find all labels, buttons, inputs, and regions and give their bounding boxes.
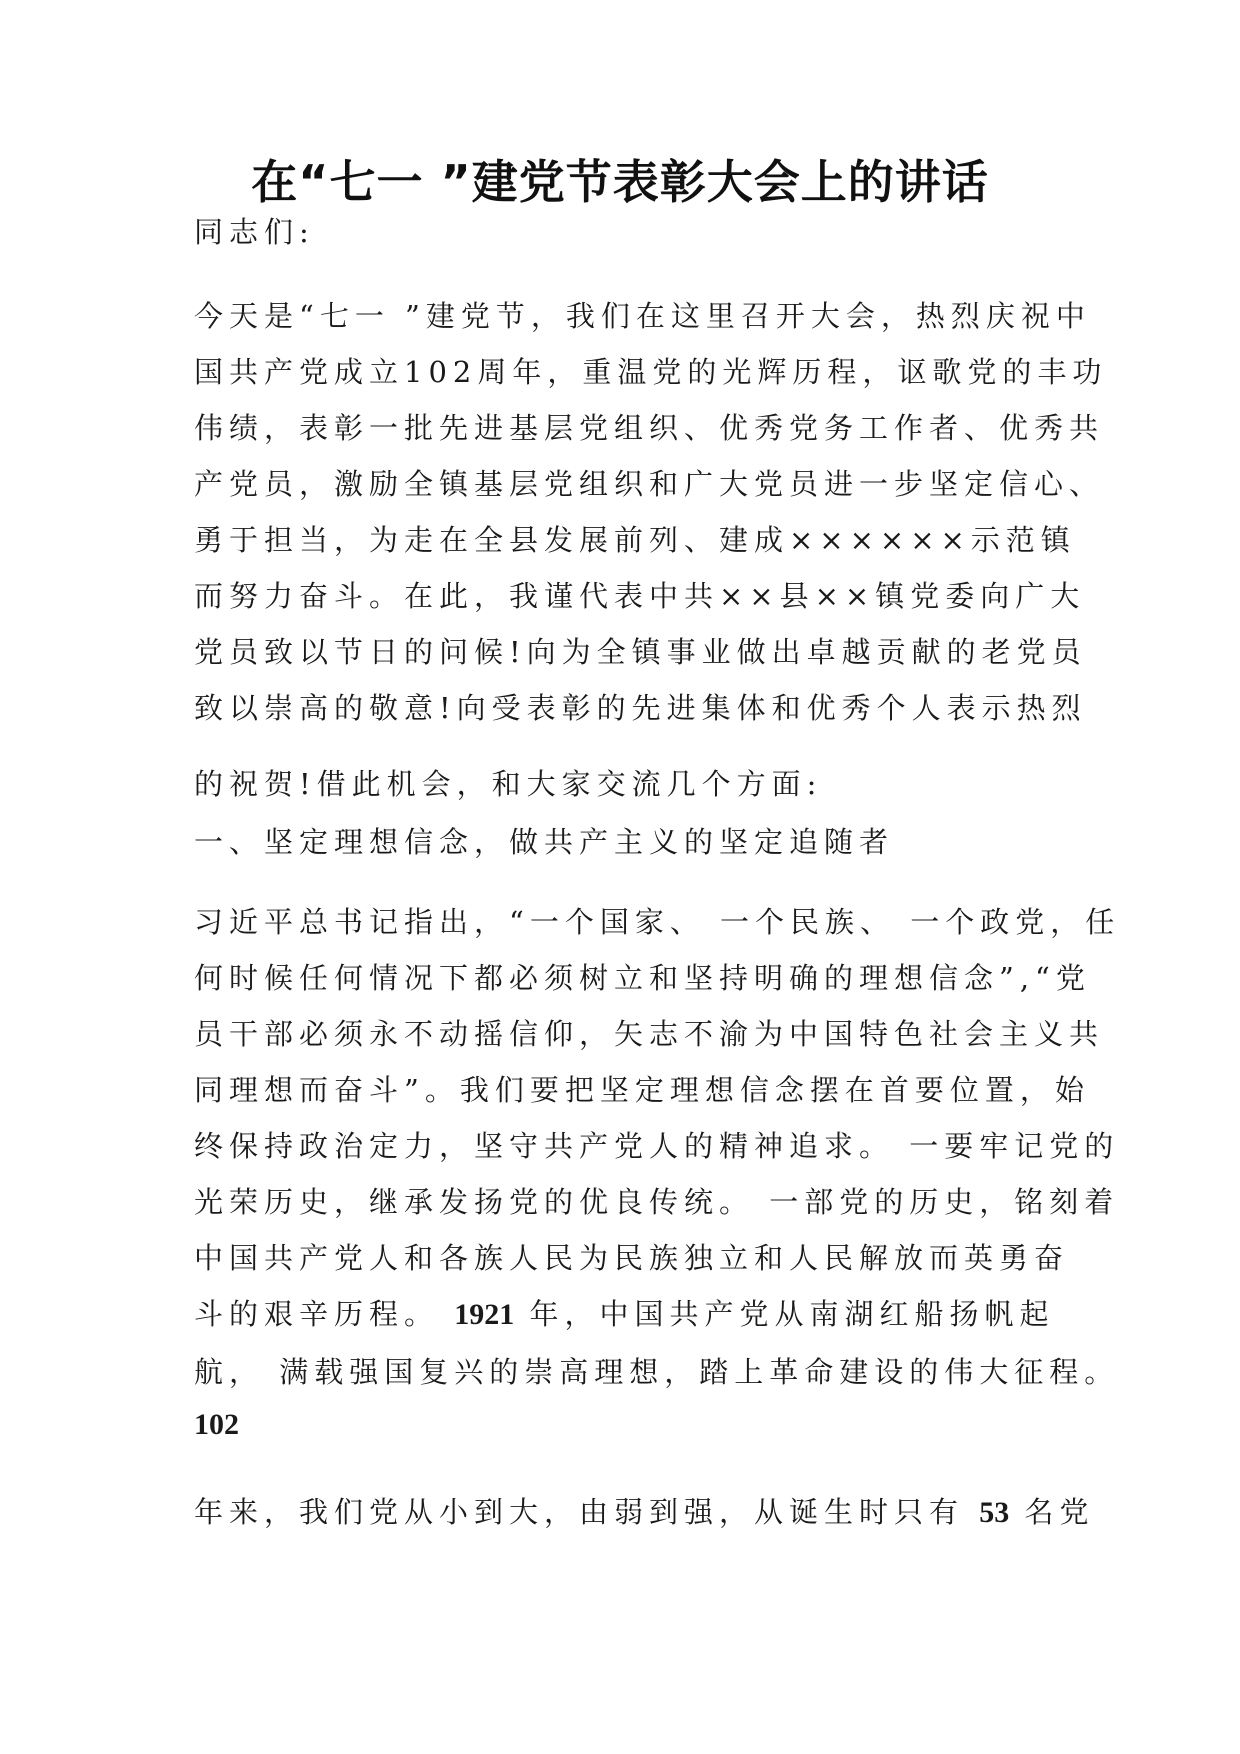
paragraph-line [194,1294,1054,1335]
paragraph-line: 而努力奋斗。在此，我谨代表中共××县××镇党委向广大 [194,579,1086,613]
year-number: 1921 [454,1298,515,1331]
paragraph-line: 致以崇高的敬意!向受表彰的先进集体和优秀个人表示热烈 [194,691,1087,725]
paragraph-line: 勇于担当，为走在全县发展前列、建成××××××示范镇 [194,523,1076,557]
paragraph-line: 中国共产党人和各族人民为民族独立和人民解放而英勇奋 [194,1241,1070,1275]
section-heading: 一、坚定理想信念，做共产主义的坚定追随者 [194,825,895,859]
paragraph-line [194,1404,239,1445]
paragraph-line: 终保持政治定力，坚守共产党人的精神追求。 一要牢记党的 [194,1129,1120,1163]
paragraph-line: 的祝贺!借此机会，和大家交流几个方面: [194,767,823,801]
paragraph-line: 产党员，激励全镇基层党组织和广大党员进一步坚定信心、 [194,467,1105,501]
paragraph-line: 党员致以节日的问候!向为全镇事业做出卓越贡献的老党员 [194,635,1087,669]
paragraph-line: 何时候任何情况下都必须树立和坚持明确的理想信念”,“党 [194,961,1091,995]
paragraph-line: 航， 满载强国复兴的崇高理想，踏上革命建设的伟大征程。 [194,1355,1120,1389]
paragraph-line: 习近平总书记指出，“一个国家、 一个民族、 一个政党，任 [194,905,1121,939]
line-text: 年，中国共产党从南湖红船扬帆起 [529,1297,1055,1331]
line-text: 名党 [1024,1495,1095,1529]
paragraph-line [194,1492,1094,1533]
member-count: 53 [979,1496,1010,1529]
paragraph-line: 伟绩，表彰一批先进基层党组织、优秀党务工作者、优秀共 [194,411,1105,445]
paragraph-line: 光荣历史，继承发扬党的优良传统。 一部党的历史，铭刻着 [194,1185,1120,1219]
paragraph-line: 今天是“七一 ”建党节，我们在这里召开大会，热烈庆祝中 [194,299,1091,333]
document-title: 在“七一 ”建党节表彰大会上的讲话 [251,155,989,209]
salutation: 同志们: [194,215,315,249]
line-text: 年来，我们党从小到大，由弱到强，从诞生时只有 [194,1495,965,1529]
paragraph-line: 国共产党成立102周年，重温党的光辉历程，讴歌党的丰功 [194,355,1108,389]
paragraph-line: 员干部必须永不动摇信仰，矢志不渝为中国特色社会主义共 [194,1017,1105,1051]
line-text: 斗的艰辛历程。 [194,1297,440,1331]
paragraph-line: 同理想而奋斗”。我们要把坚定理想信念摆在首要位置，始 [194,1073,1090,1107]
years-number: 102 [194,1408,239,1441]
